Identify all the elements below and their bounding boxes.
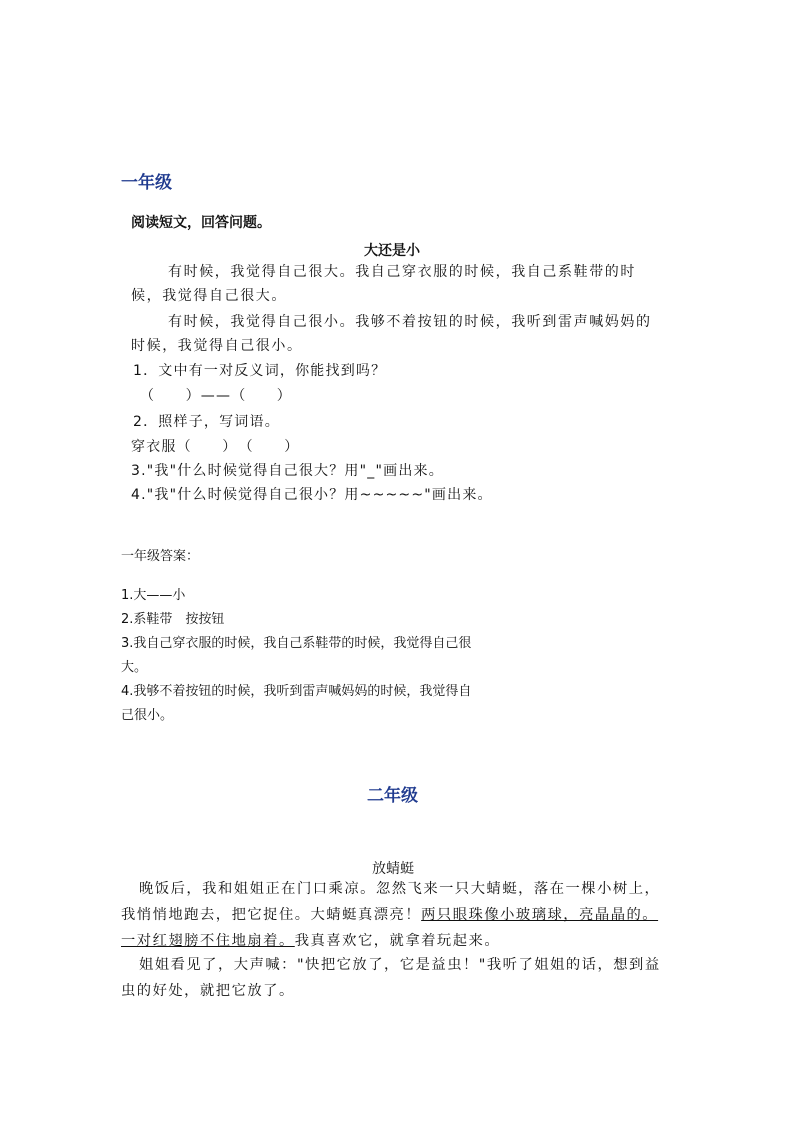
passage2-text-after: 我真喜欢它，就拿着玩起来。 <box>294 933 501 949</box>
question-3: 3."我"什么时候觉得自己很大？用"_"画出来。 <box>131 463 444 479</box>
question-4: 4."我"什么时候觉得自己很小？用~~~~~"画出来。 <box>131 487 493 503</box>
answer-4-line-2: 己很小。 <box>121 708 174 723</box>
grade2-heading: 二年级 <box>367 786 418 806</box>
question-1: 1．文中有一对反义词，你能找到吗？ <box>133 363 387 379</box>
grade1-heading: 一年级 <box>121 173 172 193</box>
passage2-paragraph-2: 姐姐看见了，大声喊："快把它放了，它是益虫！"我听了姐姐的话，想到益虫的好处，就把它放了。 <box>121 957 661 999</box>
passage1-paragraph-2: 有时候，我觉得自己很小。我够不着按钮的时候，我听到雷声喊妈妈的时候，我觉得自己很小。 <box>131 314 652 354</box>
answer-3-line-2: 大。 <box>121 660 148 675</box>
answer-3-line-1: 3.我自己穿衣服的时候，我自己系鞋带的时候，我觉得自己很 <box>121 636 472 651</box>
question-2: 2．照样子，写词语。 <box>133 414 280 430</box>
question-1-blank: （ ）——（ ） <box>140 388 292 404</box>
answer-1: 1.大——小 <box>121 588 186 603</box>
answer-4-line-1: 4.我够不着按钮的时候，我听到雷声喊妈妈的时候，我觉得自 <box>121 684 472 699</box>
passage2-underlined-sentence: 两只眼珠像小玻璃球，亮晶晶的。一对红翅膀不住地扇着。 <box>121 907 659 949</box>
instruction-text: 阅读短文，回答问题。 <box>131 215 271 231</box>
passage2-paragraph-1 <box>121 876 666 954</box>
question-2-blank: 穿衣服（ ） （ ） <box>131 439 300 455</box>
passage2-text-before: 晚饭后，我和姐姐正在门口乘凉。忽然飞来一只大蜻蜓，落在一棵小树上，我悄悄地跑去，把它捉住。大蜻蜓真漂亮！ <box>121 881 661 923</box>
answer-2: 2.系鞋带 按按钮 <box>121 612 225 627</box>
passage1-title: 大还是小 <box>364 243 420 259</box>
passage2-title: 放蜻蜓 <box>372 861 414 877</box>
answers-title: 一年级答案： <box>121 549 200 564</box>
passage1-paragraph-1: 有时候，我觉得自己很大。我自己穿衣服的时候，我自己系鞋带的时候，我觉得自己很大。 <box>131 264 636 304</box>
